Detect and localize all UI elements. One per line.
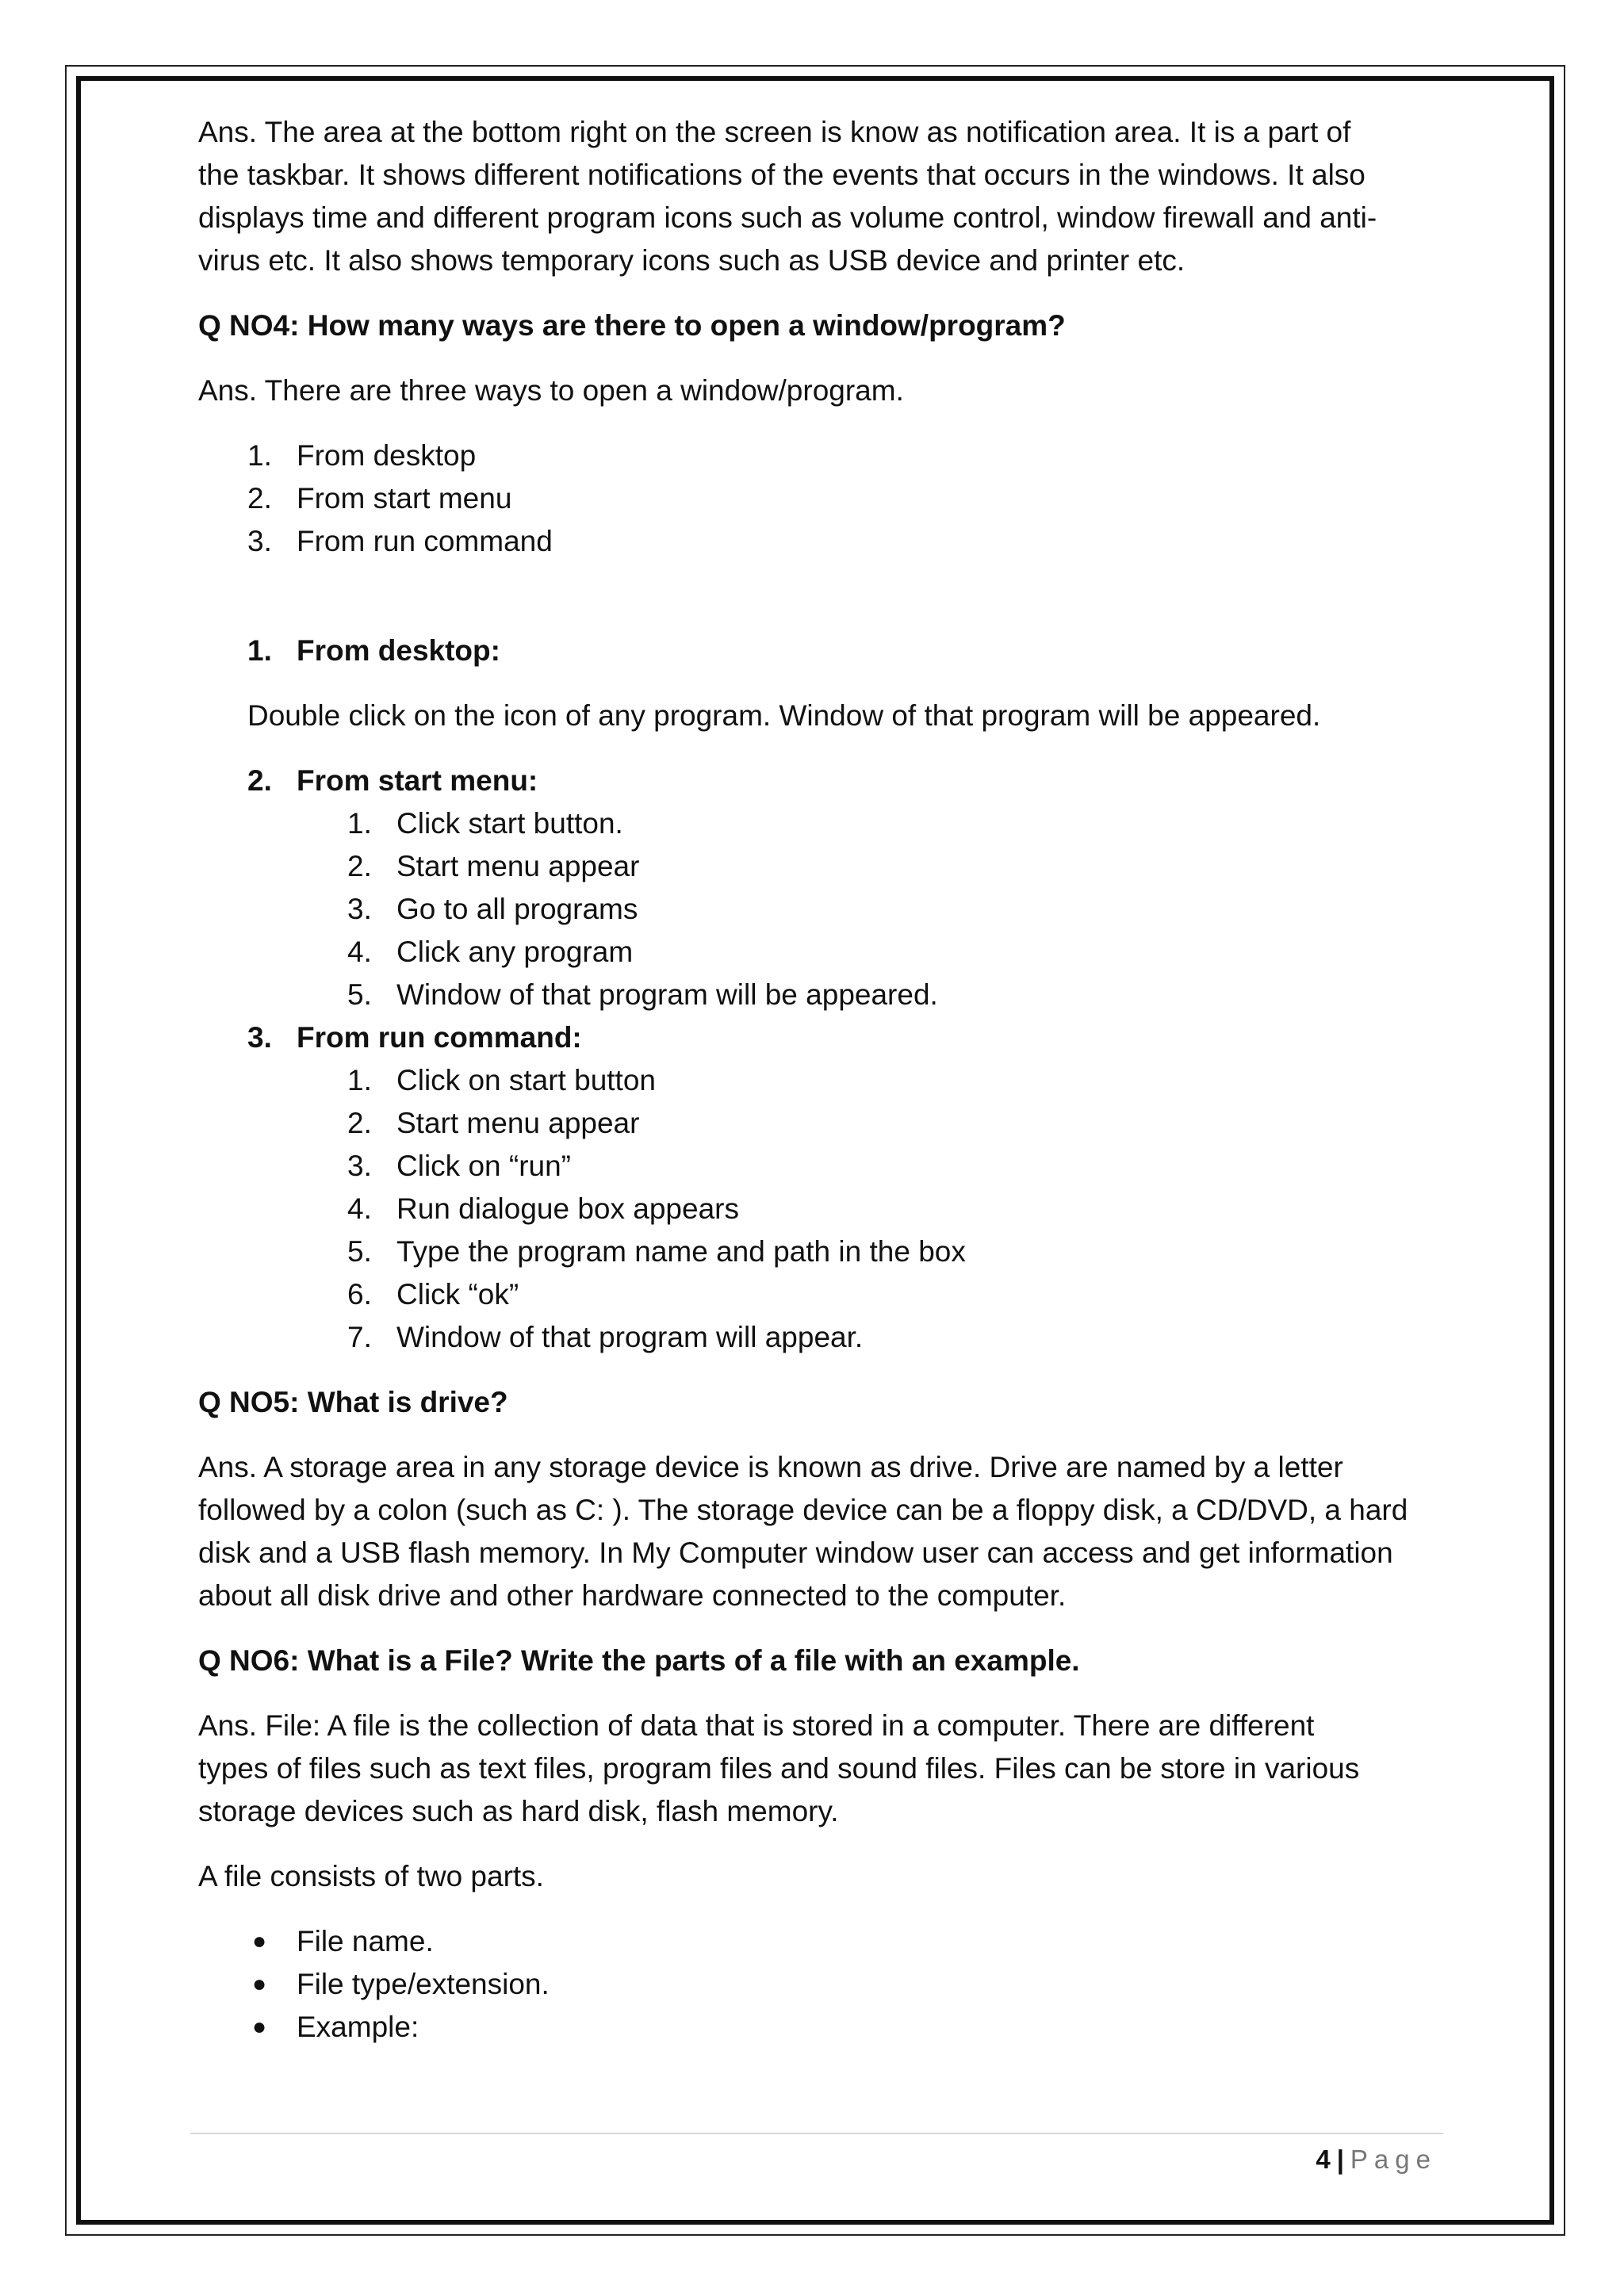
list-item: 6. Click “ok” [347,1278,519,1311]
question-5: Q NO5: What is drive? [198,1386,508,1418]
list-item: 5. Window of that program will be appeared. [347,978,938,1011]
intro-line: the taskbar. It shows different notifications of the events that occurs in the windows. It also [198,159,1365,191]
answer-line: disk and a USB flash memory. In My Computer window user can access and get information [198,1536,1393,1569]
list-item: 2. Start menu appear [347,1107,640,1139]
footer-separator: | [1336,2145,1344,2174]
answer-line: storage devices such as hard disk, flash memory. [198,1795,839,1827]
question-6: Q NO6: What is a File? Write the parts of a file with an example. [198,1644,1080,1677]
list-item: 3. Go to all programs [347,893,638,925]
answer-line: followed by a colon (such as C: ). The storage device can be a floppy disk, a CD/DVD, a hard [198,1494,1408,1526]
bullet-icon: ● [252,1928,267,1954]
document-body [198,111,1451,2049]
list-item: 4. Run dialogue box appears [347,1192,739,1225]
page-footer [1316,2141,1437,2179]
list-item: 5. Type the program name and path in the box [347,1235,966,1268]
page-label: Page [1350,2145,1437,2174]
page-number: 4 [1316,2145,1331,2174]
answer-line: Ans. A storage area in any storage device is known as drive. Drive are named by a letter [198,1451,1343,1483]
section-heading: 3. From run command: [247,1021,582,1054]
answer-line: about all disk drive and other hardware connected to the computer. [198,1579,1067,1612]
intro-line: displays time and different program icons such as volume control, window firewall and anti- [198,201,1377,234]
section-heading: 2. From start menu: [247,764,538,797]
intro-line: virus etc. It also shows temporary icons such as USB device and printer etc. [198,244,1185,277]
list-item: 1. Click start button. [347,807,623,840]
section-heading: 1. From desktop: [247,634,500,667]
answer-line: Ans. File: A file is the collection of data that is stored in a computer. There are different [198,1709,1315,1742]
start-menu-steps [198,802,1451,1016]
bullet-icon: ● [252,2014,267,2040]
ways-list [198,434,1451,563]
answer-line: types of files such as text files, program files and sound files. Files can be store in various [198,1752,1360,1785]
list-item: 4. Click any program [347,936,634,968]
list-item: ● File name. [198,1920,1451,1963]
list-item: 3. Click on “run” [347,1150,571,1182]
list-item: 1. From desktop [247,439,477,472]
file-parts-intro: A file consists of two parts. [198,1860,544,1892]
section-text: Double click on the icon of any program. Window of that program will be appeared. [247,699,1321,732]
list-item: 2. Start menu appear [347,850,640,882]
list-item: 7. Window of that program will appear. [347,1321,864,1353]
list-item: 3. From run command [247,525,553,557]
list-item: 1. Click on start button [347,1064,656,1096]
answer-4-intro: Ans. There are three ways to open a window/program. [198,374,904,407]
footer-divider [190,2133,1443,2134]
bullet-icon: ● [252,1971,267,1997]
list-item: ● Example: [198,2006,1451,2049]
file-parts-list [198,1920,1451,2049]
answer-6 [198,1705,1451,1833]
list-item: ● File type/extension. [198,1963,1451,2006]
list-item: 2. From start menu [247,482,512,515]
answer-5 [198,1446,1451,1617]
question-4: Q NO4: How many ways are there to open a window/program? [198,309,1066,342]
run-command-steps [198,1059,1451,1359]
intro-paragraph [198,111,1451,282]
intro-line: Ans. The area at the bottom right on the screen is know as notification area. It is a part of [198,116,1351,148]
